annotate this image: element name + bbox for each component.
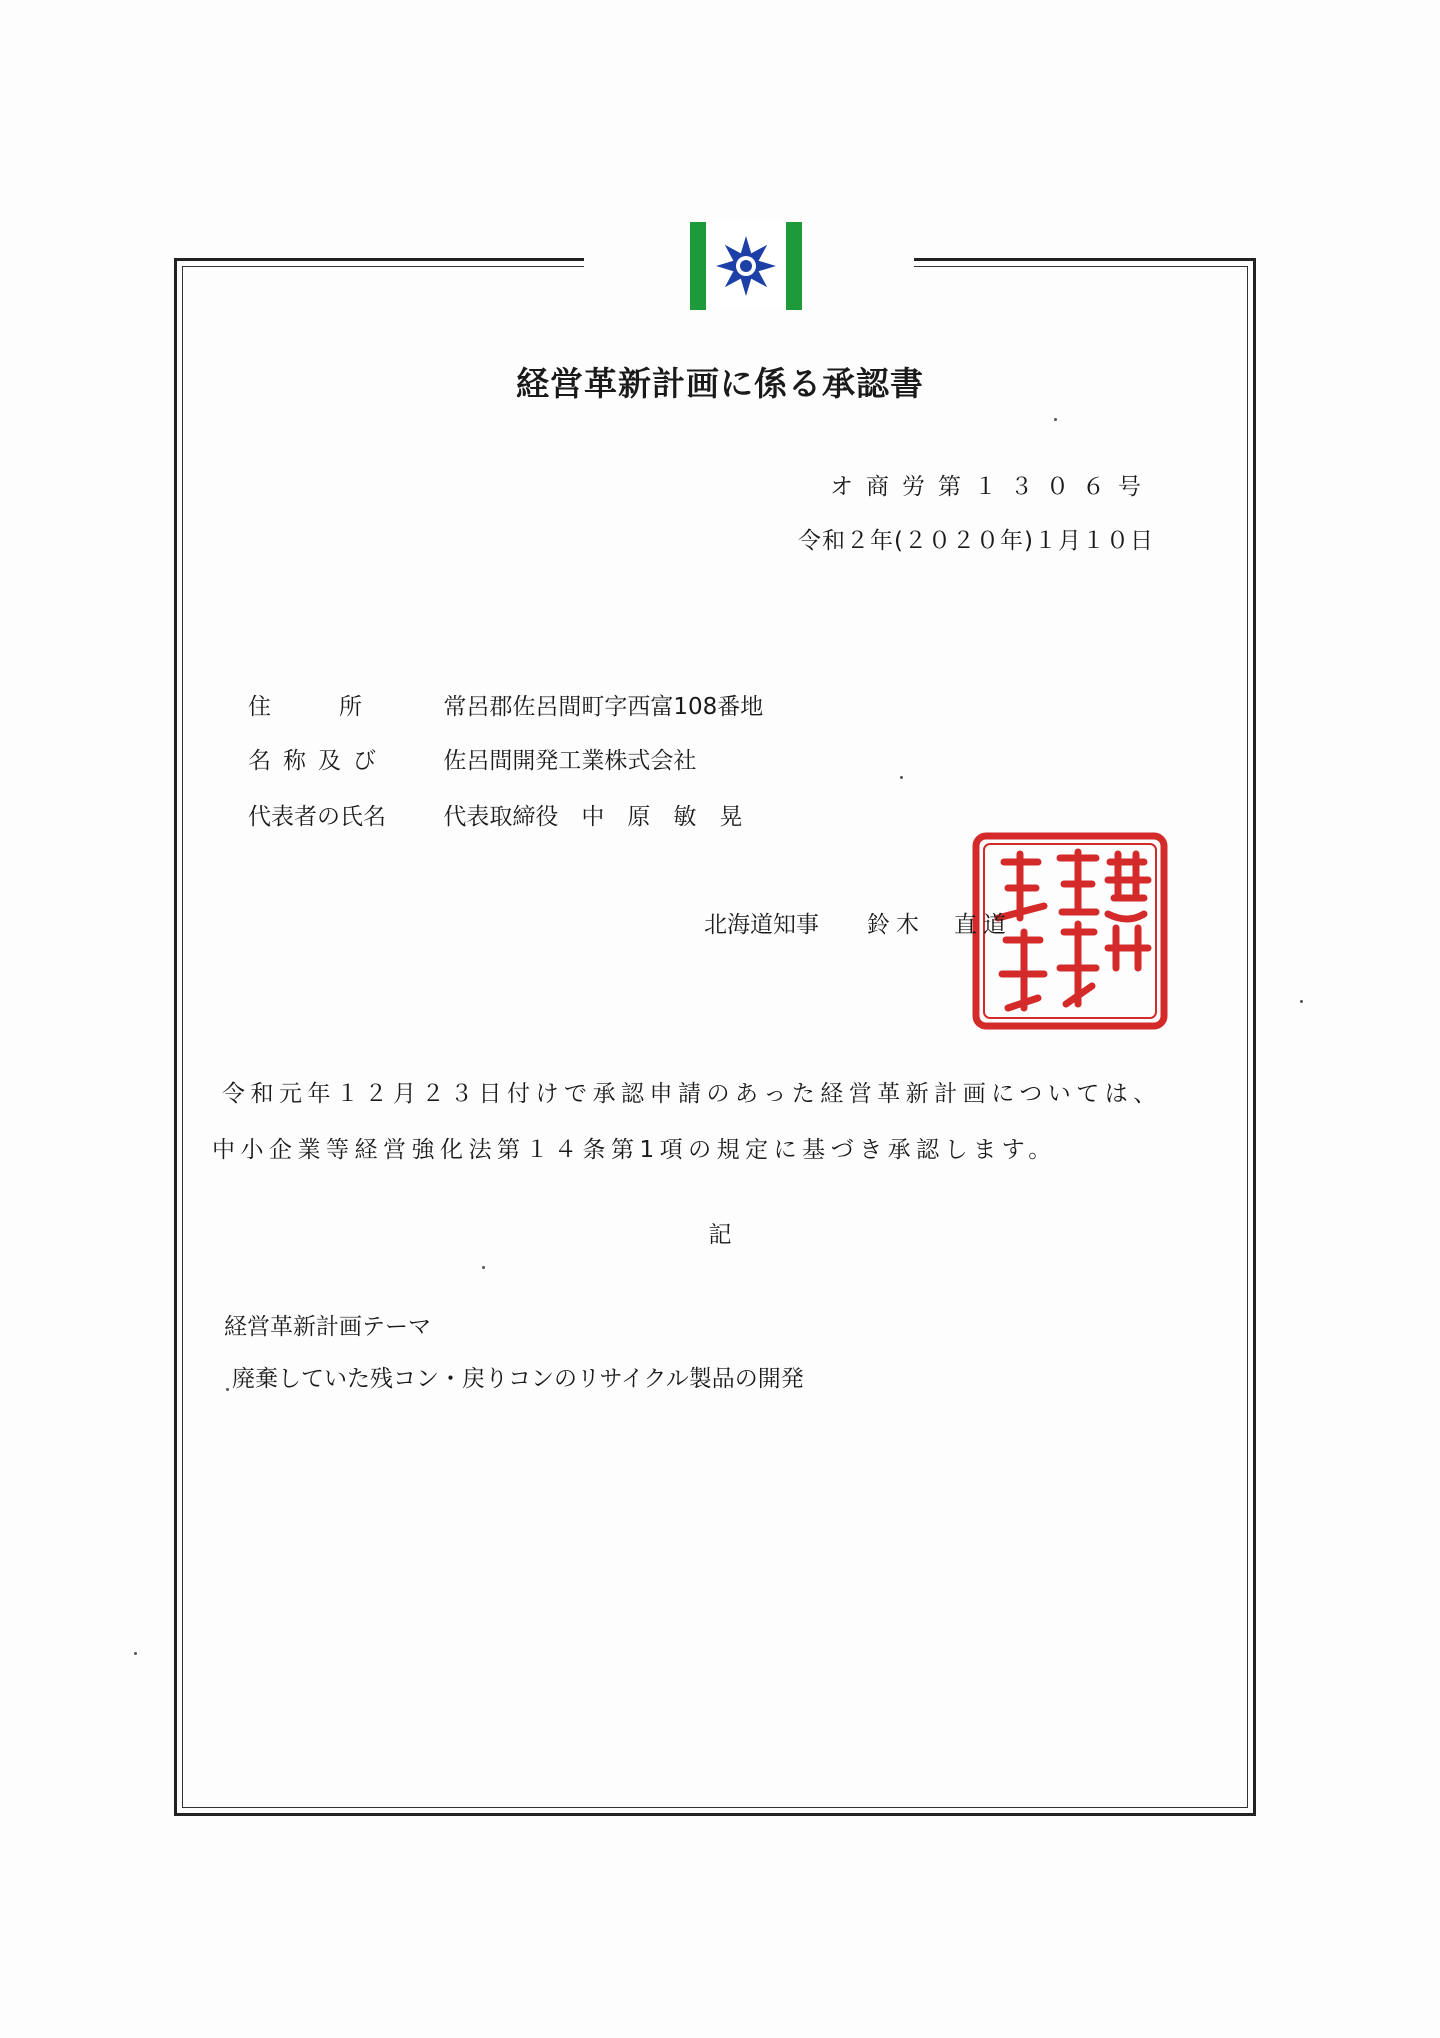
issuer-title: 北海道知事 bbox=[704, 912, 819, 938]
document-title: 経営革新計画に係る承認書 bbox=[516, 364, 924, 403]
field-address-value: 常呂郡佐呂間町字西富108番地 bbox=[443, 694, 764, 720]
theme-label: 経営革新計画テーマ bbox=[224, 1314, 431, 1340]
scan-speck bbox=[134, 1652, 137, 1655]
document-number: オ商労第１３０６号 bbox=[830, 474, 1154, 500]
issuer-block bbox=[704, 906, 1012, 939]
field-company-label: 名称及び bbox=[248, 748, 388, 774]
field-representative-value: 代表取締役 中 原 敏 晃 bbox=[443, 804, 743, 830]
field-address-label: 住所 bbox=[248, 694, 430, 720]
body-paragraph bbox=[212, 1066, 1212, 1178]
issuer-name: 鈴木 直道 bbox=[867, 912, 1012, 938]
scan-speck bbox=[482, 1266, 485, 1269]
theme-value: 廃棄していた残コン・戻りコンのリサイクル製品の開発 bbox=[232, 1366, 804, 1392]
hokkaido-emblem-icon bbox=[690, 222, 802, 310]
ki-heading: 記 bbox=[708, 1222, 732, 1248]
field-address bbox=[248, 688, 763, 721]
field-company bbox=[248, 742, 696, 775]
scan-speck bbox=[226, 1388, 229, 1391]
field-company-value: 佐呂間開発工業株式会社 bbox=[443, 748, 697, 774]
field-representative bbox=[248, 798, 742, 831]
field-representative-label: 代表者の氏名 bbox=[248, 804, 386, 830]
body-line-2: 中小企業等経営強化法第１４条第1項の規定に基づき承認します。 bbox=[212, 1137, 1057, 1163]
body-line-1: 令和元年１２月２３日付けで承認申請のあった経営革新計画については、 bbox=[222, 1081, 1162, 1107]
scan-speck bbox=[1300, 1000, 1303, 1003]
document-date: 令和２年(２０２０年)１月１０日 bbox=[798, 528, 1154, 554]
scan-speck bbox=[1054, 418, 1057, 421]
scan-speck bbox=[900, 776, 903, 779]
